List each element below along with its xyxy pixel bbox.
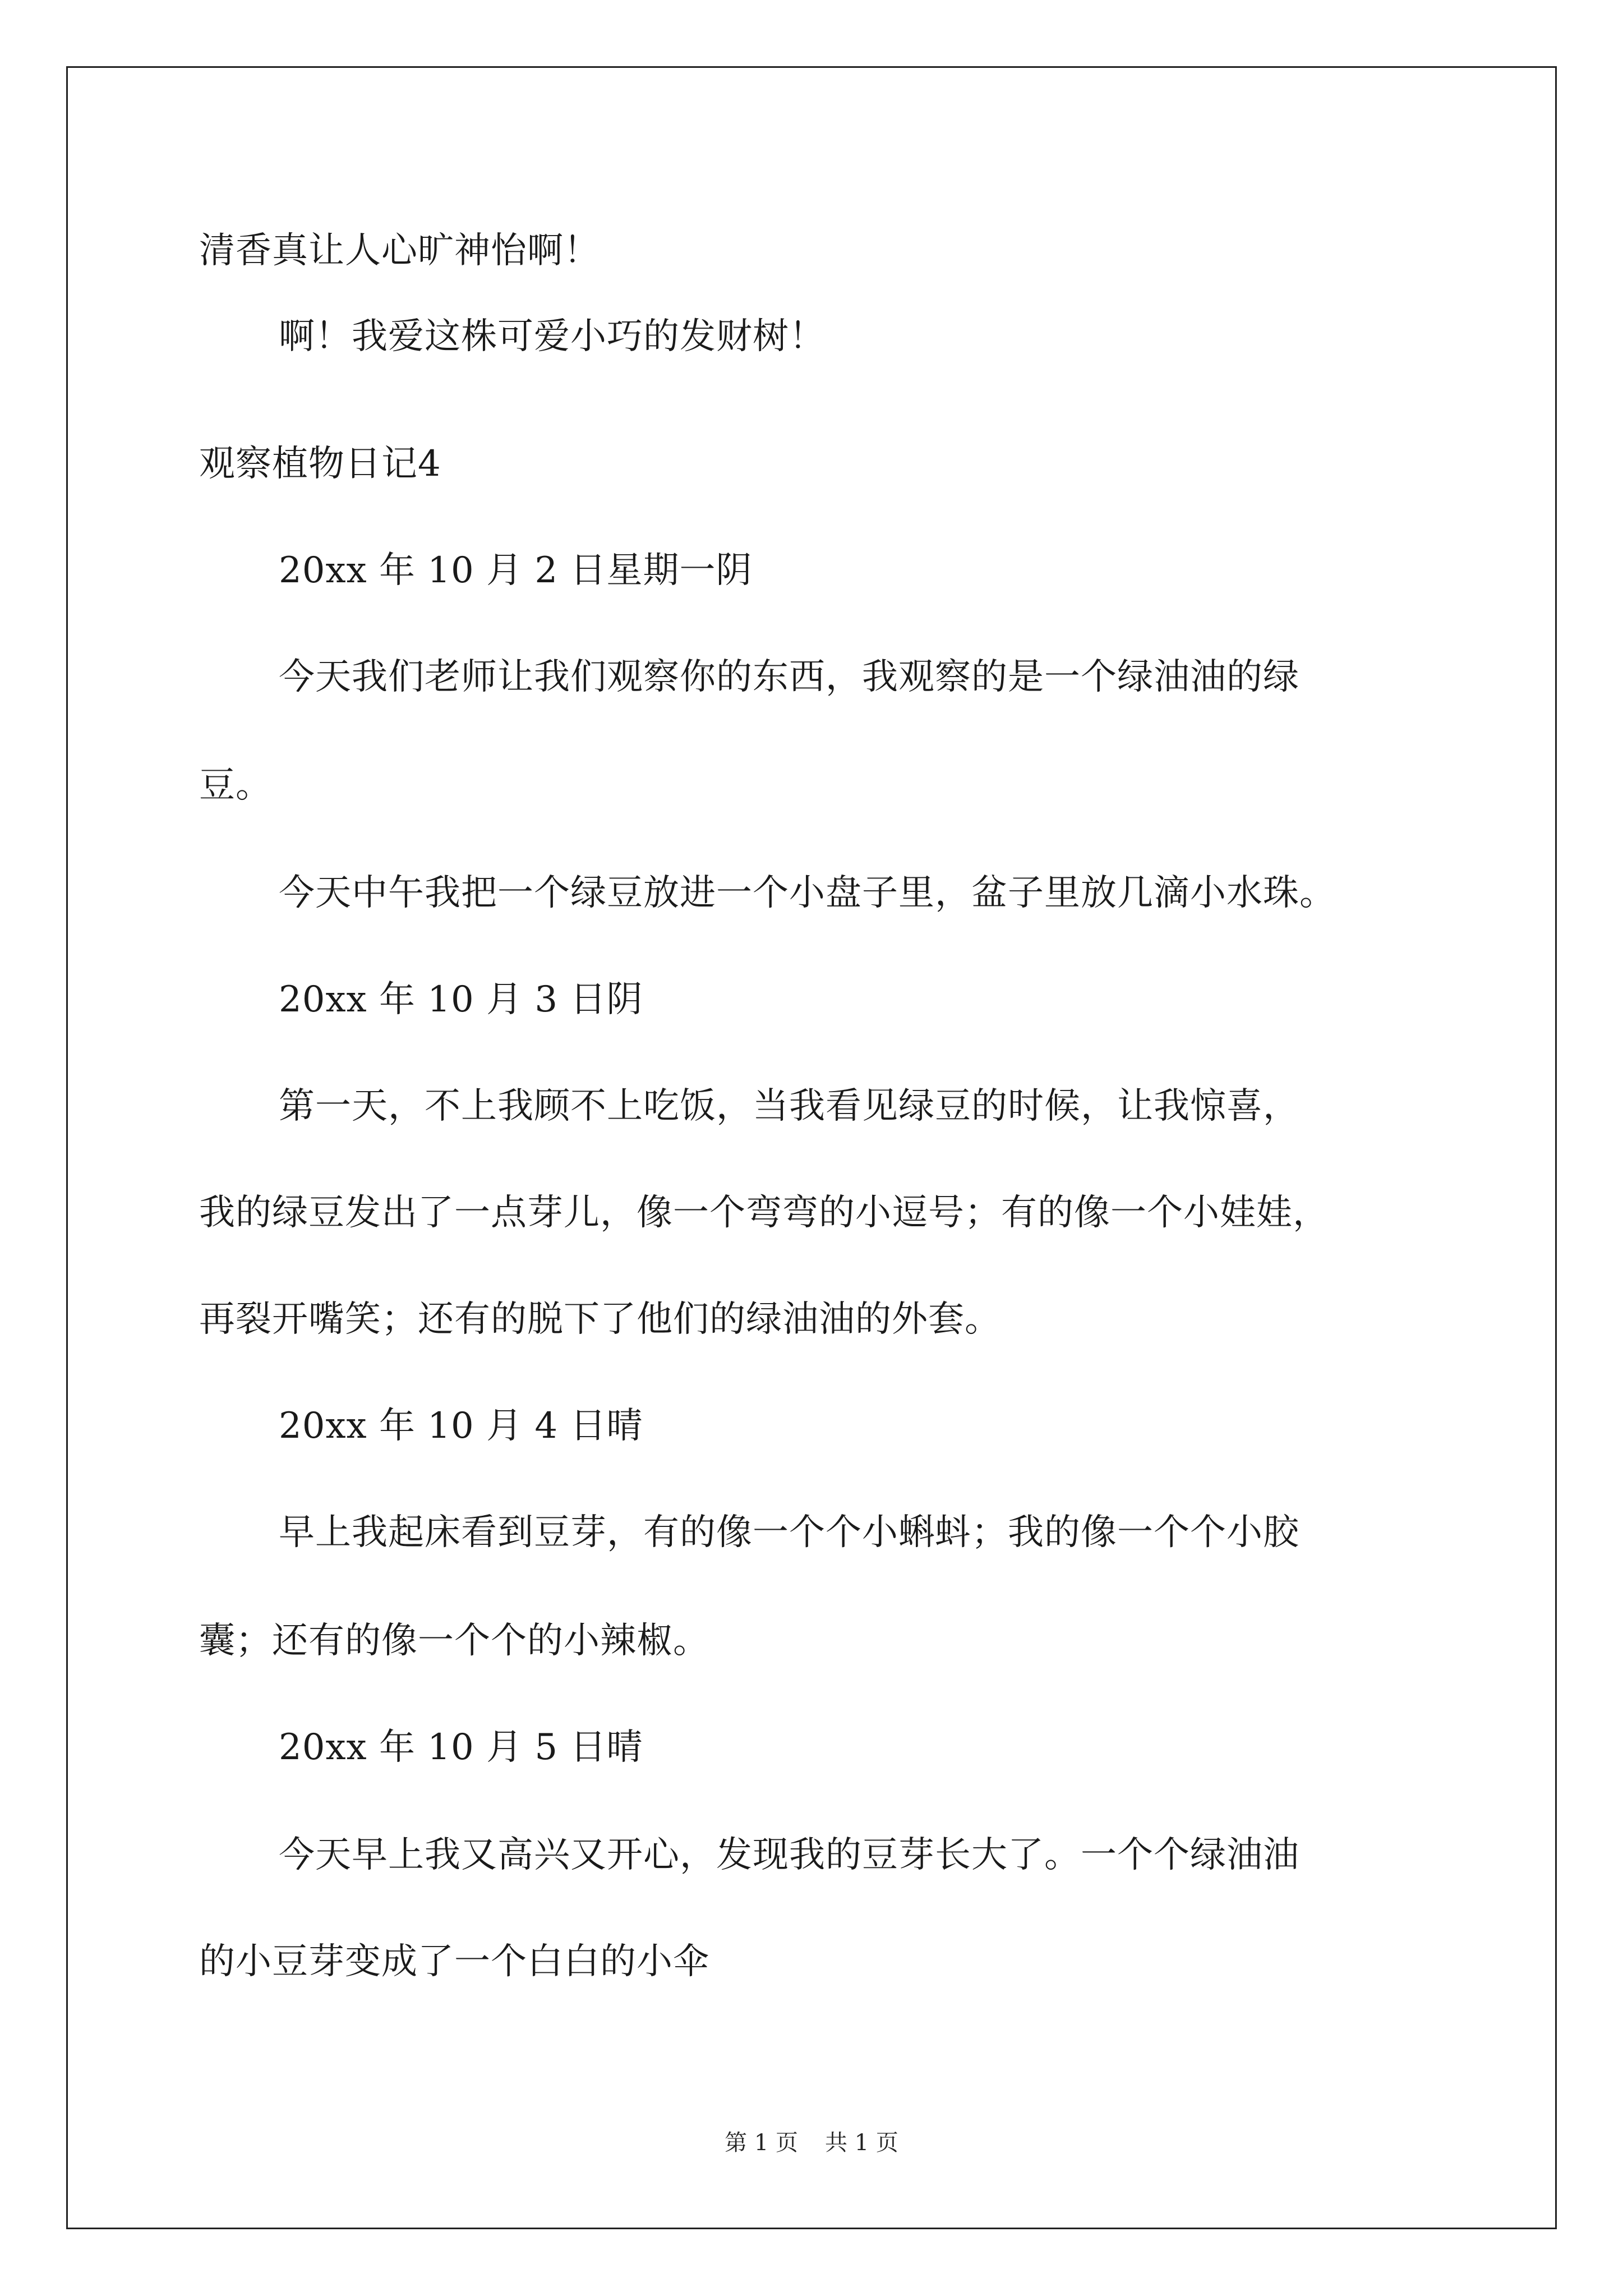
diary-date: 20xx 年 10 月 4 日晴	[279, 1405, 643, 1447]
diary-date: 20xx 年 10 月 2 日星期一阴	[279, 550, 753, 591]
text-line: 的小豆芽变成了一个白白的小伞	[199, 1941, 709, 1982]
diary-date: 20xx 年 10 月 5 日晴	[279, 1727, 643, 1768]
page-footer	[0, 2132, 1623, 2154]
text-line: 第一天，不上我顾不上吃饭，当我看见绿豆的时候，让我惊喜，	[279, 1085, 1299, 1127]
text-line: 今天我们老师让我们观察你的东西，我观察的是一个绿油油的绿	[279, 656, 1299, 698]
text-line: 啊！我爱这株可爱小巧的发财树！	[279, 316, 826, 357]
text-line: 清香真让人心旷神怡啊！	[199, 230, 600, 272]
text-line: 豆。	[199, 765, 272, 806]
text-line: 囊；还有的像一个个的小辣椒。	[199, 1620, 709, 1662]
text-line: 今天中午我把一个绿豆放进一个小盘子里，盆子里放几滴小水珠。	[279, 872, 1336, 914]
text-line: 再裂开嘴笑；还有的脱下了他们的绿油油的外套。	[199, 1299, 1001, 1340]
text-line: 今天早上我又高兴又开心，发现我的豆芽长大了。一个个绿油油	[279, 1834, 1299, 1876]
diary-date: 20xx 年 10 月 3 日阴	[279, 979, 643, 1020]
text-line: 我的绿豆发出了一点芽儿，像一个弯弯的小逗号；有的像一个小娃娃，	[199, 1192, 1329, 1234]
page-number: 第 1 页	[725, 2130, 798, 2156]
page-total: 共 1 页	[825, 2130, 898, 2156]
page-border	[66, 66, 1557, 2229]
text-line: 早上我起床看到豆芽，有的像一个个小蝌蚪；我的像一个个小胶	[279, 1512, 1299, 1553]
section-heading: 观察植物日记4	[199, 443, 441, 485]
